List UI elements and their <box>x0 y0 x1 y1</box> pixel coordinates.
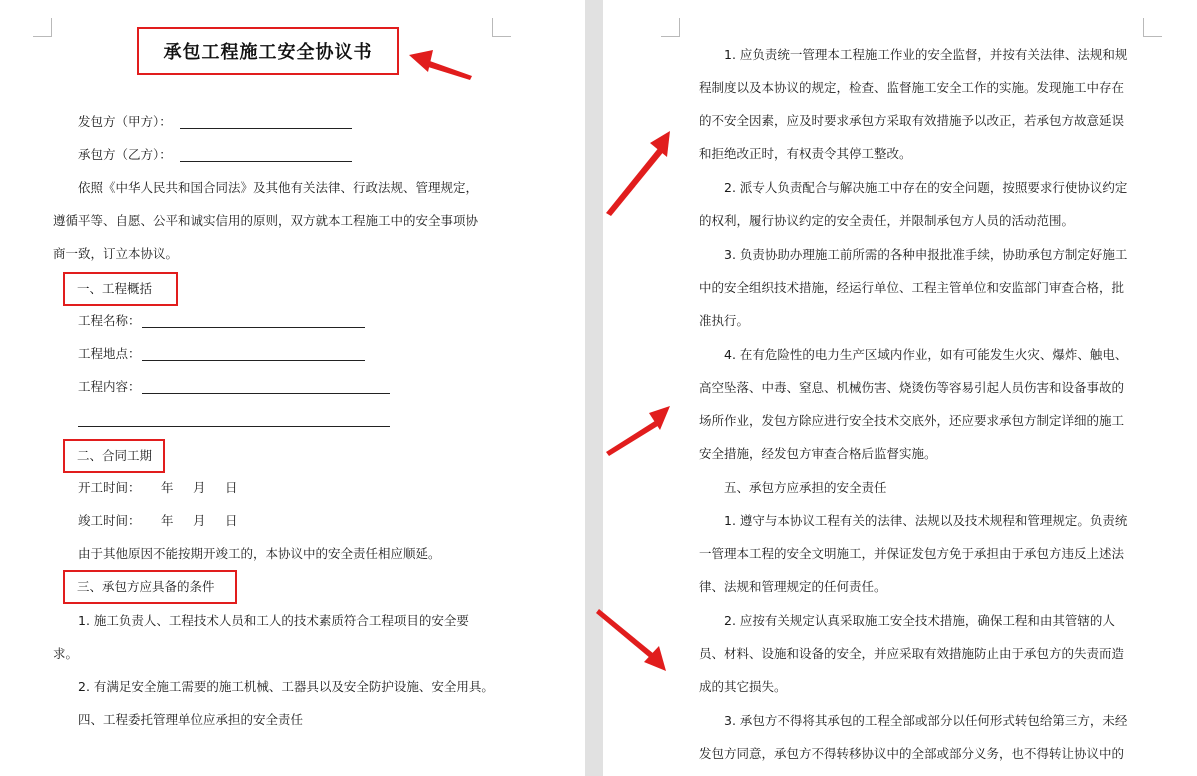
start-day: 日 <box>225 480 238 495</box>
condition-2: 2. 有满足安全施工需要的施工机械、工器具以及安全防护设施、安全用具。 <box>78 679 494 694</box>
section-heading-management-duties: 四、工程委托管理单位应承担的安全责任 <box>78 712 304 727</box>
intro-line: 遵循平等、自愿、公平和诚实信用的原则，双方就本工程施工中的安全事项协 <box>53 213 479 228</box>
arrow-to-title-icon <box>409 50 472 80</box>
body-line: 3. 承包方不得将其承包的工程全部或部分以任何形式转包给第三方，未经 <box>724 713 1128 728</box>
body-line: 的权利，履行协议约定的安全责任，并限制承包方人员的活动范围。 <box>699 213 1075 228</box>
section-heading-project-overview: 一、工程概括 <box>63 272 178 306</box>
arrow-to-right-page-top-icon <box>606 131 670 216</box>
end-time-label: 竣工时间： <box>78 513 141 528</box>
start-year: 年 <box>161 480 174 495</box>
body-line: 中的安全组织技术措施，经运行单位、工程主管单位和安监部门审查合格，批 <box>699 280 1125 295</box>
project-content-label: 工程内容： <box>78 379 141 394</box>
document-title: 承包工程施工安全协议书 <box>137 27 399 75</box>
body-line: 场所作业，发包方除应进行安全技术交底外，还应要求承包方制定详细的施工 <box>699 413 1125 428</box>
section-heading-contractor-conditions: 三、承包方应具备的条件 <box>63 570 237 604</box>
party-b-label: 承包方（乙方）： <box>78 147 172 162</box>
start-time-label: 开工时间： <box>78 480 141 495</box>
intro-line: 商一致，订立本协议。 <box>53 246 179 261</box>
intro-line: 依照《中华人民共和国合同法》及其他有关法律、行政法规、管理规定， <box>78 180 479 195</box>
body-line: 和拒绝改正时，有权责令其停工整改。 <box>699 146 912 161</box>
party-a-label: 发包方（甲方）： <box>78 114 172 129</box>
body-line: 准执行。 <box>699 313 750 328</box>
body-line: 1. 应负责统一管理本工程施工作业的安全监督，并按有关法律、法规和规 <box>724 47 1128 62</box>
arrow-to-right-page-middle-icon <box>606 406 670 456</box>
arrow-to-right-page-bottom-icon <box>596 609 666 671</box>
section-heading-contractor-duties: 五、承包方应承担的安全责任 <box>724 480 887 495</box>
delay-note: 由于其他原因不能按期开竣工的，本协议中的安全责任相应顺延。 <box>78 546 441 561</box>
body-line: 发包方同意，承包方不得转移协议中的全部或部分义务，也不得转让协议中的 <box>699 746 1125 761</box>
body-line: 一管理本工程的安全文明施工，并保证发包方免于承担由于承包方违反上述法 <box>699 546 1125 561</box>
body-line: 3. 负责协助办理施工前所需的各种申报批准手续，协助承包方制定好施工 <box>724 247 1128 262</box>
condition-1: 求。 <box>53 646 79 661</box>
body-line: 高空坠落、中毒、窒息、机械伤害、烧烫伤等容易引起人员伤害和设备事故的 <box>699 380 1125 395</box>
end-year: 年 <box>161 513 174 528</box>
body-line: 安全措施，经发包方审查合格后监督实施。 <box>699 446 937 461</box>
body-line: 的不安全因素，应及时要求承包方采取有效措施予以改正，若承包方故意延误 <box>699 113 1125 128</box>
body-line: 律、法规和管理规定的任何责任。 <box>699 579 887 594</box>
project-name-label: 工程名称： <box>78 313 141 328</box>
body-line: 员、材料、设施和设备的安全，并应采取有效措施防止由于承包方的失责而造 <box>699 646 1125 661</box>
start-month: 月 <box>193 480 206 495</box>
body-line: 成的其它损失。 <box>699 679 787 694</box>
end-day: 日 <box>225 513 238 528</box>
body-line: 程制度以及本协议的规定，检查、监督施工安全工作的实施。发现施工中存在 <box>699 80 1125 95</box>
section-heading-contract-period: 二、合同工期 <box>63 439 165 473</box>
condition-1: 1. 施工负责人、工程技术人员和工人的技术素质符合工程项目的安全要 <box>78 613 469 628</box>
end-month: 月 <box>193 513 206 528</box>
body-line: 2. 应按有关规定认真采取施工安全技术措施，确保工程和由其管辖的人 <box>724 613 1115 628</box>
body-line: 1. 遵守与本协议工程有关的法律、法规以及技术规程和管理规定。负责统 <box>724 513 1128 528</box>
project-location-label: 工程地点： <box>78 346 141 361</box>
body-line: 2. 派专人负责配合与解决施工中存在的安全问题，按照要求行使协议约定 <box>724 180 1128 195</box>
body-line: 4. 在有危险性的电力生产区域内作业，如有可能发生火灾、爆炸、触电、 <box>724 347 1128 362</box>
